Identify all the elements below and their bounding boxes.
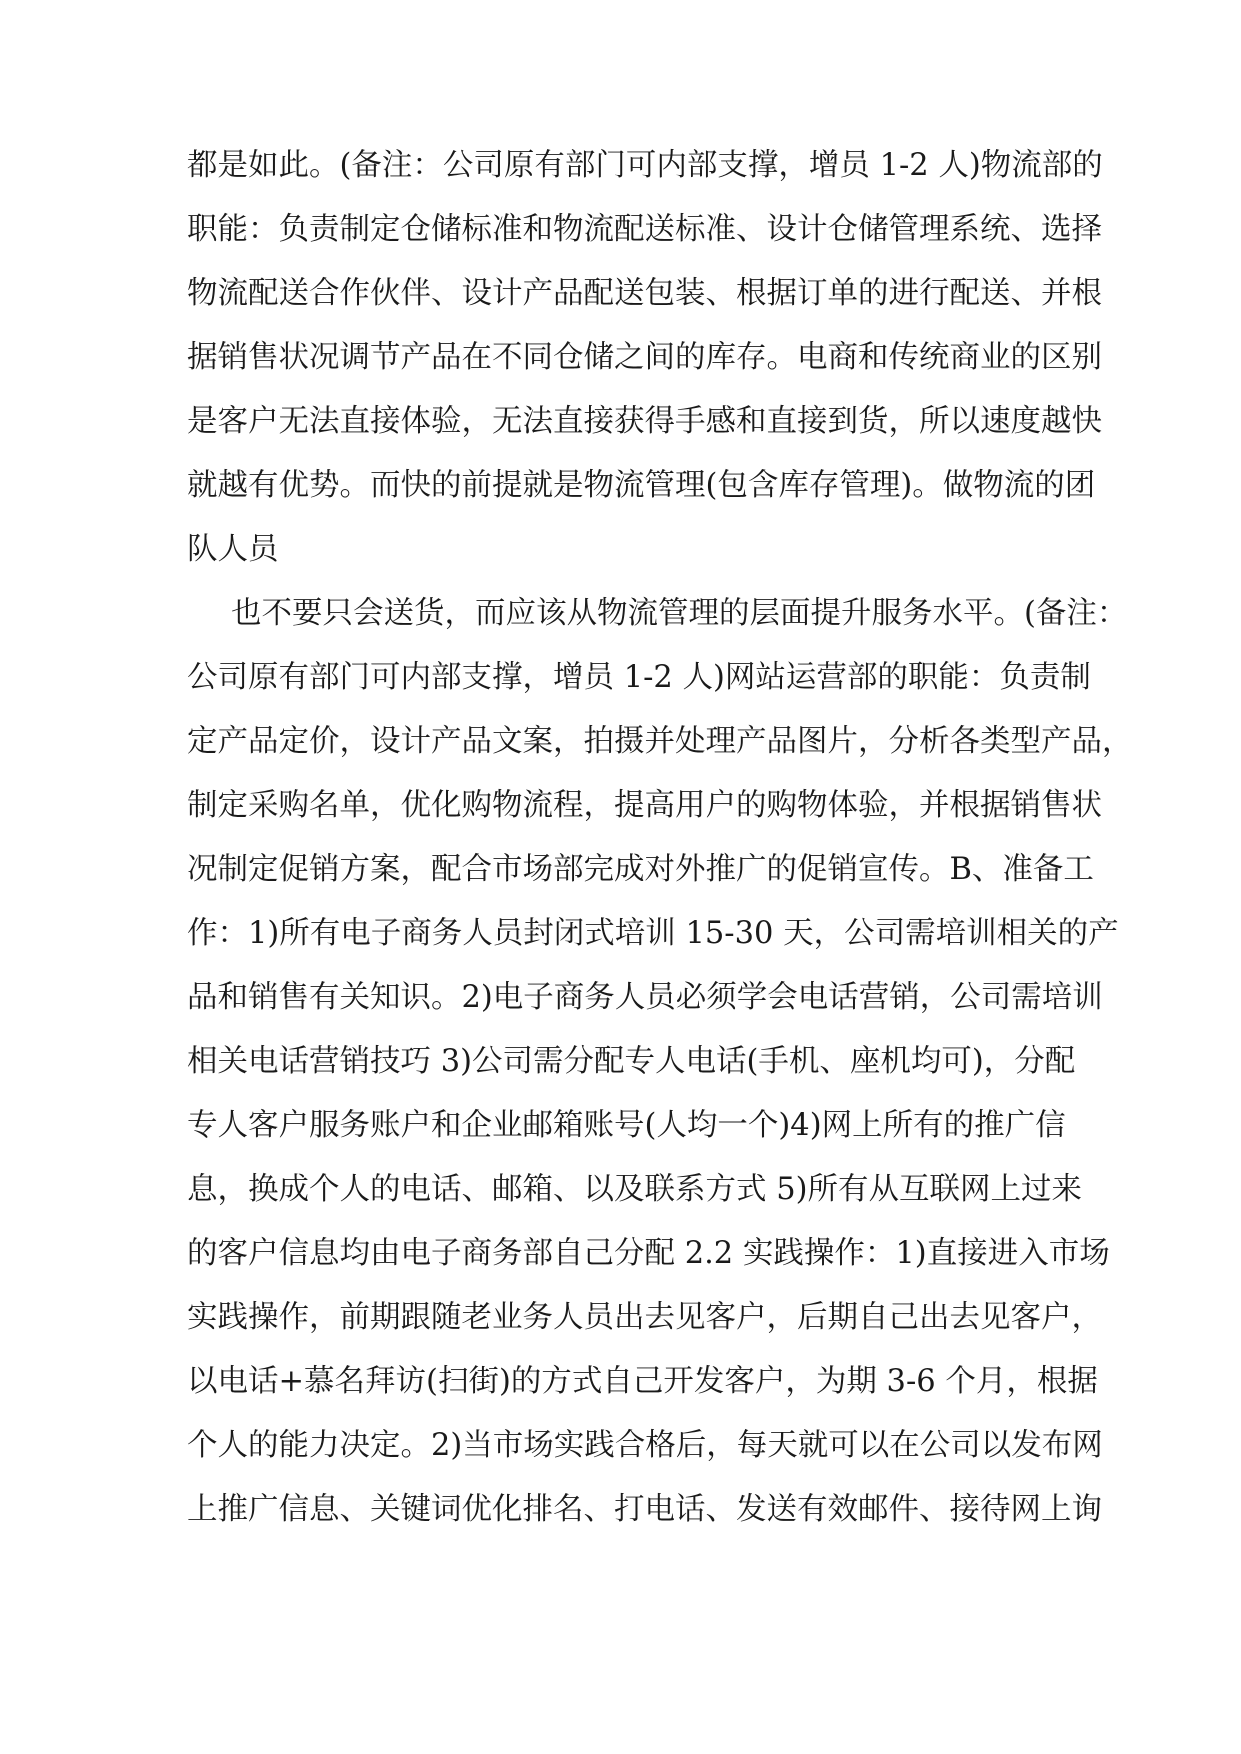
text-line: 息，换成个人的电话、邮箱、以及联系方式 5)所有从互联网上过来 [187, 1172, 1082, 1207]
text-line: 品和销售有关知识。2)电子商务人员必须学会电话营销，公司需培训 [187, 980, 1103, 1015]
text-line: 上推广信息、关键词优化排名、打电话、发送有效邮件、接待网上询 [187, 1492, 1102, 1527]
text-line: 都是如此。(备注：公司原有部门可内部支撑，增员 1-2 人)物流部的 [187, 148, 1103, 183]
text-line: 物流配送合作伙伴、设计产品配送包装、根据订单的进行配送、并根 [187, 276, 1102, 311]
text-line: 据销售状况调节产品在不同仓储之间的库存。电商和传统商业的区别 [187, 340, 1102, 375]
text-line: 职能：负责制定仓储标准和物流配送标准、设计仓储管理系统、选择 [187, 212, 1102, 247]
text-line: 制定采购名单，优化购物流程，提高用户的购物体验，并根据销售状 [187, 788, 1102, 823]
text-line: 相关电话营销技巧 3)公司需分配专人电话(手机、座机均可)，分配 [187, 1044, 1076, 1079]
text-line: 定产品定价，设计产品文案，拍摄并处理产品图片，分析各类型产品， [187, 724, 1133, 759]
text-line: 实践操作，前期跟随老业务人员出去见客户，后期自己出去见客户， [187, 1300, 1102, 1335]
text-line: 作：1)所有电子商务人员封闭式培训 15-30 天，公司需培训相关的产 [187, 916, 1119, 951]
text-line: 也不要只会送货，而应该从物流管理的层面提升服务水平。(备注： [231, 596, 1128, 631]
text-line: 公司原有部门可内部支撑，增员 1-2 人)网站运营部的职能：负责制 [187, 660, 1091, 695]
text-line: 的客户信息均由电子商务部自己分配 2.2 实践操作：1)直接进入市场 [187, 1236, 1110, 1271]
text-line: 就越有优势。而快的前提就是物流管理(包含库存管理)。做物流的团 [187, 468, 1096, 503]
text-line: 队人员 [187, 532, 279, 567]
text-line: 况制定促销方案，配合市场部完成对外推广的促销宣传。B、准备工 [187, 852, 1094, 887]
text-line: 专人客户服务账户和企业邮箱账号(人均一个)4)网上所有的推广信 [187, 1108, 1066, 1143]
text-line: 个人的能力决定。2)当市场实践合格后，每天就可以在公司以发布网 [187, 1428, 1103, 1463]
text-line: 以电话+慕名拜访(扫街)的方式自己开发客户，为期 3-6 个月，根据 [187, 1364, 1098, 1399]
text-line: 是客户无法直接体验，无法直接获得手感和直接到货，所以速度越快 [187, 404, 1102, 439]
